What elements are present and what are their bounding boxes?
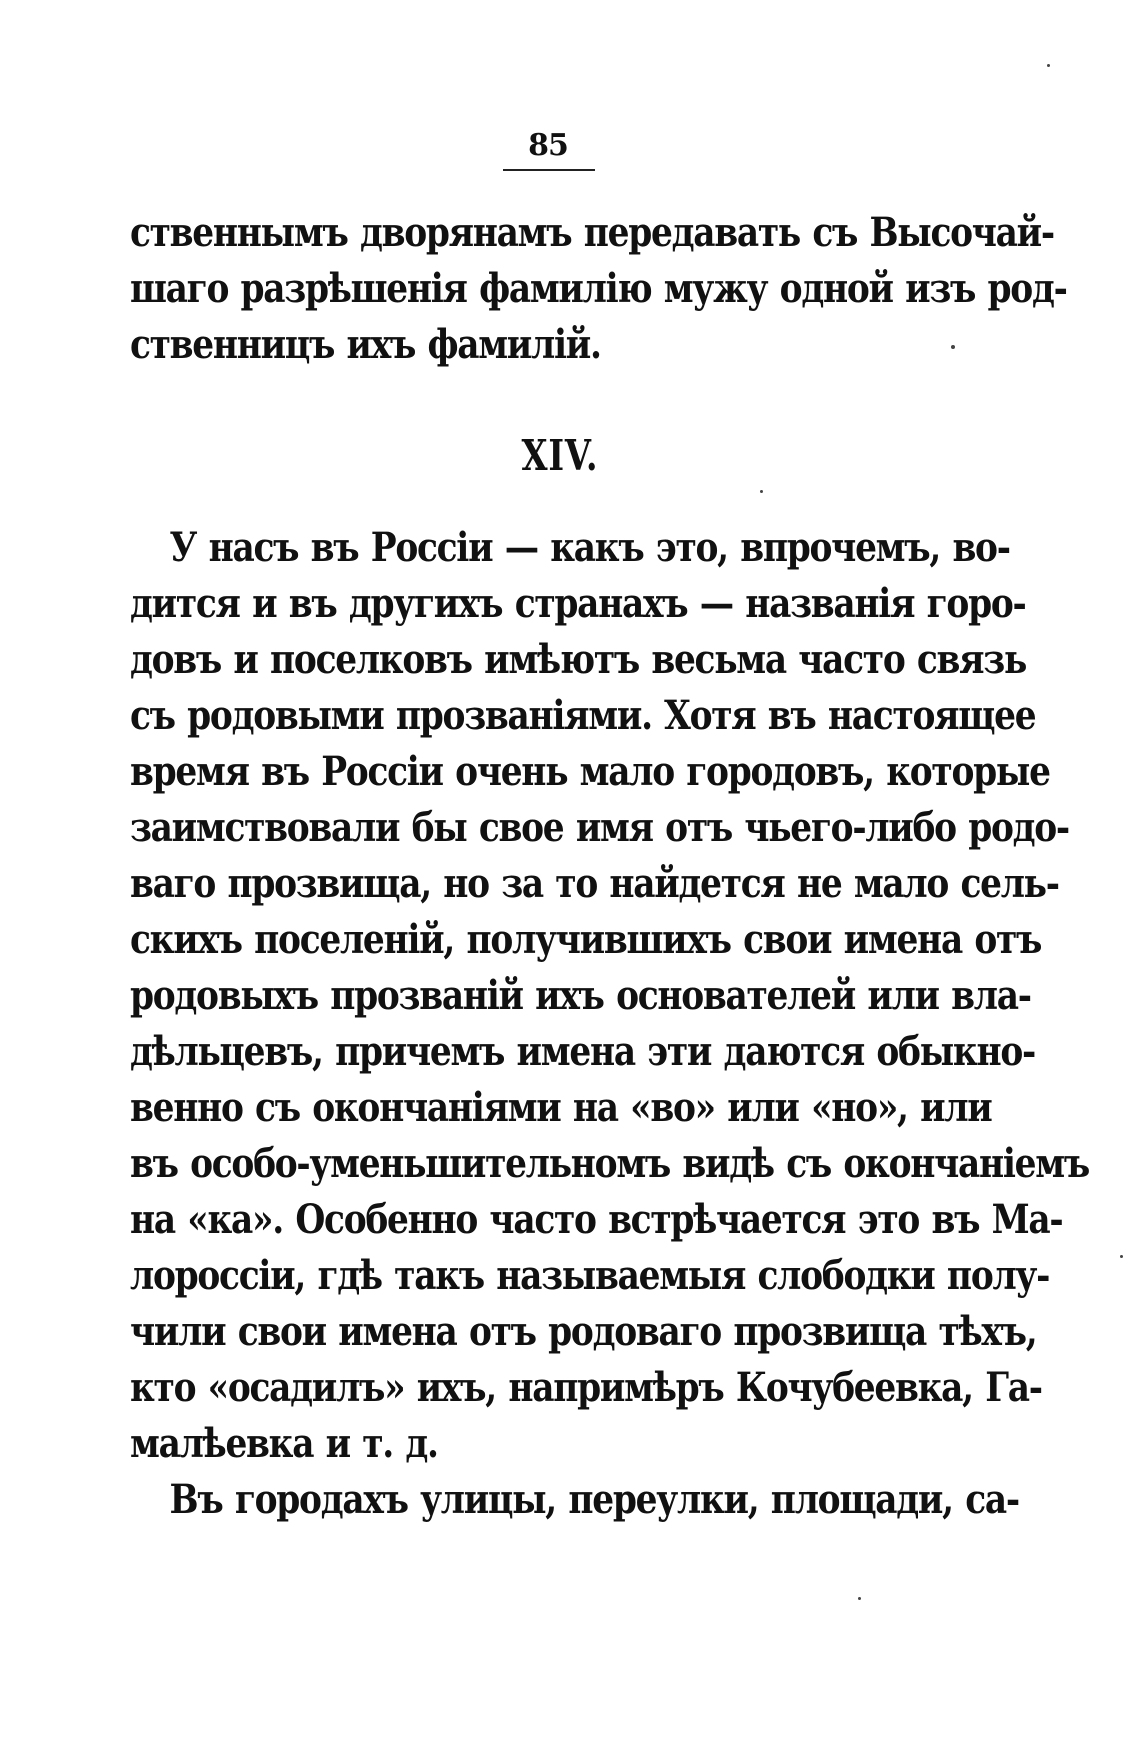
text-line: въ особо-уменьшительномъ видѣ съ окончаніемъ — [130, 1140, 1089, 1187]
print-speck — [951, 345, 955, 349]
text-line: скихъ поселеній, получившихъ свои имена отъ — [130, 916, 1042, 963]
text-line: ственнымъ дворянамъ передавать съ Высочай- — [130, 209, 1054, 256]
print-speck — [760, 490, 763, 493]
text-line: заимствовали бы свое имя отъ чьего-либо родо- — [130, 804, 1069, 851]
section-heading: XIV. — [521, 431, 599, 480]
section-body — [130, 520, 1089, 1528]
text-line: дѣльцевъ, причемъ имена эти даются обыкно- — [130, 1028, 1035, 1075]
text-line: на «ка». Особенно часто встрѣчается это въ Ма- — [130, 1196, 1063, 1243]
text-line: кто «осадилъ» ихъ, напримѣръ Кочубеевка, Га- — [130, 1364, 1042, 1411]
text-line: чили свои имена отъ родоваго прозвища тѣхъ, — [130, 1308, 1037, 1355]
text-line: ственницъ ихъ фамилій. — [130, 321, 601, 368]
page-number-rule — [503, 169, 595, 171]
text-line: довъ и поселковъ имѣютъ весьма часто связь — [130, 636, 1027, 683]
continued-paragraph — [130, 205, 1067, 373]
text-line: шаго разрѣшенія фамилію мужу одной изъ род- — [130, 265, 1067, 312]
print-speck — [1047, 64, 1050, 67]
text-line: Въ городахъ улицы, переулки, площади, са- — [169, 1476, 1019, 1523]
print-speck — [1120, 1255, 1123, 1258]
text-line: съ родовыми прозваніями. Хотя въ настоящее — [130, 692, 1036, 739]
text-line: У насъ въ Россіи — какъ это, впрочемъ, во- — [169, 524, 1010, 571]
text-line: венно съ окончаніями на «во» или «но», или — [130, 1084, 992, 1131]
text-line: дится и въ другихъ странахъ — названія горо- — [130, 580, 1026, 627]
text-line: родовыхъ прозваній ихъ основателей или вла- — [130, 972, 1031, 1019]
text-line: малѣевка и т. д. — [130, 1420, 438, 1467]
page-number: 85 — [528, 128, 568, 163]
text-line: лороссіи, гдѣ такъ называемыя слободки полу- — [130, 1252, 1050, 1299]
text-line: время въ Россіи очень мало городовъ, которые — [130, 748, 1050, 795]
text-line: ваго прозвища, но за то найдется не мало сель- — [130, 860, 1059, 907]
print-speck — [858, 1597, 861, 1600]
